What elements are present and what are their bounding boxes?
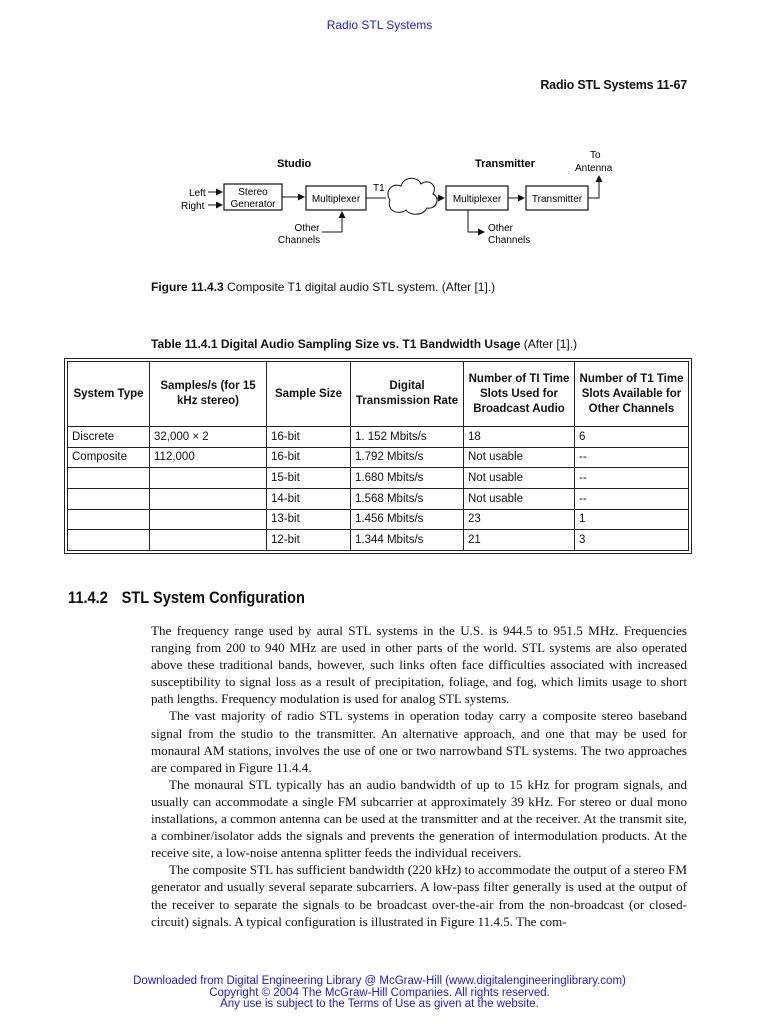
- table-cell: [150, 530, 267, 551]
- table-cell: Not usable: [464, 468, 575, 489]
- table-cell: --: [575, 468, 689, 489]
- figure-other-channels-studio-line1: Other: [294, 223, 320, 234]
- figure-transmitter-label: Transmitter: [475, 158, 535, 170]
- figure-transmitter-box-label: Transmitter: [531, 194, 583, 205]
- table-cell: 3: [575, 530, 689, 551]
- table-row: [68, 447, 689, 468]
- table-row: [68, 488, 689, 509]
- table-cell: [68, 530, 150, 551]
- table-row: [68, 530, 689, 551]
- figure-other-channels-studio-line2: Channels: [277, 235, 321, 246]
- table-cell: [68, 509, 150, 530]
- figure-to-antenna-line2: Antenna: [575, 163, 613, 174]
- figure-left-label: Left: [189, 188, 206, 199]
- footer-download-link[interactable]: Downloaded from Digital Engineering Library @ McGraw-Hill (www.digitalengineeringlibrary.com): [133, 975, 626, 987]
- table-cell: Not usable: [464, 447, 575, 468]
- table-cell: 21: [464, 530, 575, 551]
- table-cell: 1.680 Mbits/s: [351, 468, 464, 489]
- table-cell: 1.456 Mbits/s: [351, 509, 464, 530]
- table-cell: [68, 468, 150, 489]
- table-cell: [68, 488, 150, 509]
- table-cell: 23: [464, 509, 575, 530]
- table-row: [68, 468, 689, 489]
- figure-t1-stl-diagram: [170, 140, 630, 260]
- header-slots-used: Number of TI Time Slots Used for Broadcast Audio: [464, 362, 575, 427]
- running-head: Radio STL Systems 11-67: [540, 78, 687, 92]
- figure-multiplexer-tx: Multiplexer: [452, 194, 502, 205]
- sampling-table: [67, 361, 689, 551]
- table-cell: 1: [575, 509, 689, 530]
- header-samples: Samples/s (for 15 kHz stereo): [150, 362, 267, 427]
- figure-studio-label: Studio: [277, 158, 312, 170]
- body-paragraph: The composite STL has sufficient bandwidth (220 kHz) to accommodate the output of a stereo FM generator and usually several separate subcarriers. A low-pass filter generally is used at the output of the receiver to separate the signals to be broadcast over-the-air from the non-broadcast (or closed-circuit) signals. A typical configuration is illustrated in Figure 11.4.5. The com-: [151, 862, 687, 929]
- table-cell: 16-bit: [267, 427, 351, 448]
- table-cell: --: [575, 488, 689, 509]
- figure-caption-label: Figure 11.4.3: [151, 280, 224, 294]
- table-cell: --: [575, 447, 689, 468]
- t1-network-cloud-icon: [388, 178, 437, 214]
- table-cell: [150, 488, 267, 509]
- body-paragraph: The vast majority of radio STL systems in operation today carry a composite stereo baseband signal from the studio to the transmitter. An alternative approach, and one that may be used for monaural AM stations, involves the use of one or two narrowband STL systems. The two approaches are compared in Figure 11.4.4.: [151, 708, 687, 775]
- body-paragraph: The monaural STL typically has an audio bandwidth of up to 15 kHz for program signals, and usually can accommodate a single FM subcarrier at approximately 39 kHz. For stereo or dual mono installations, a common antenna can be used at the transmitter and at the receiver. At the transmit site, a combiner/isolator adds the signals and prevents the generation of intermodulation products. At the receive site, a low-noise antenna splitter feeds the individual receivers.: [151, 776, 687, 861]
- figure-to-antenna-line1: To: [590, 150, 601, 161]
- figure-caption: [151, 280, 495, 294]
- figure-t1-label: T1: [373, 183, 385, 194]
- figure-other-channels-tx-line1: Other: [488, 223, 514, 234]
- figure-right-label: Right: [181, 201, 205, 212]
- footer: [0, 976, 759, 1011]
- section-title: STL System Configuration: [121, 588, 305, 607]
- table-cell: 13-bit: [267, 509, 351, 530]
- table-cell: 112,000: [150, 447, 267, 468]
- table-cell: 1. 152 Mbits/s: [351, 427, 464, 448]
- footer-terms-link[interactable]: Any use is subject to the Terms of Use as given at the website.: [220, 998, 539, 1010]
- header-transmission-rate: Digital Transmission Rate: [351, 362, 464, 427]
- table-cell: [150, 468, 267, 489]
- table-row: [68, 509, 689, 530]
- table-cell: 1.792 Mbits/s: [351, 447, 464, 468]
- table-cell: 12-bit: [267, 530, 351, 551]
- figure-multiplexer-studio: Multiplexer: [311, 194, 361, 205]
- top-link[interactable]: Radio STL Systems: [326, 18, 433, 32]
- header-system-type: System Type: [68, 362, 150, 427]
- table-cell: 6: [575, 427, 689, 448]
- table-cell: Composite: [68, 447, 150, 468]
- figure-stereo-generator-line1: Stereo: [238, 187, 268, 198]
- footer-copyright: Copyright © 2004 The McGraw-Hill Companies. All rights reserved.: [209, 986, 550, 999]
- table-cell: 15-bit: [267, 468, 351, 489]
- header-sample-size: Sample Size: [267, 362, 351, 427]
- table-cell: 32,000 × 2: [150, 427, 267, 448]
- body-text: [151, 622, 687, 930]
- table-cell: 1.568 Mbits/s: [351, 488, 464, 509]
- table-cell: 1.344 Mbits/s: [351, 530, 464, 551]
- table-cell: 14-bit: [267, 488, 351, 509]
- table-caption-text: (After [1].): [520, 337, 578, 351]
- table-header-row: [68, 362, 689, 427]
- figure-stereo-generator-line2: Generator: [230, 199, 276, 210]
- header-slots-available: Number of T1 Time Slots Available for Other Channels: [575, 362, 689, 427]
- table-cell: 16-bit: [267, 447, 351, 468]
- table-cell: Not usable: [464, 488, 575, 509]
- table-caption: [151, 337, 577, 351]
- section-heading: [68, 588, 305, 608]
- figure-caption-text: Composite T1 digital audio STL system. (After [1].): [223, 280, 496, 294]
- table-cell: Discrete: [68, 427, 150, 448]
- table-row: [68, 427, 689, 448]
- figure-other-channels-tx-line2: Channels: [488, 235, 531, 246]
- table-caption-label: Table 11.4.1 Digital Audio Sampling Size vs. T1 Bandwidth Usage: [151, 337, 521, 351]
- table-cell: [150, 509, 267, 530]
- body-paragraph: The frequency range used by aural STL systems in the U.S. is 944.5 to 951.5 MHz. Frequencies ranging from 200 to 940 MHz are used in other parts of the world. STL systems are also operated above these traditional bands, however, such links often face difficulties associated with increased susceptibility to signal loss as a result of precipitation, foliage, and fog, which limits usage to short path lengths. Frequency modulation is used for analog STL systems.: [151, 623, 687, 707]
- table-frame: [64, 358, 692, 554]
- section-number: 11.4.2: [68, 588, 108, 607]
- table-cell: 18: [464, 427, 575, 448]
